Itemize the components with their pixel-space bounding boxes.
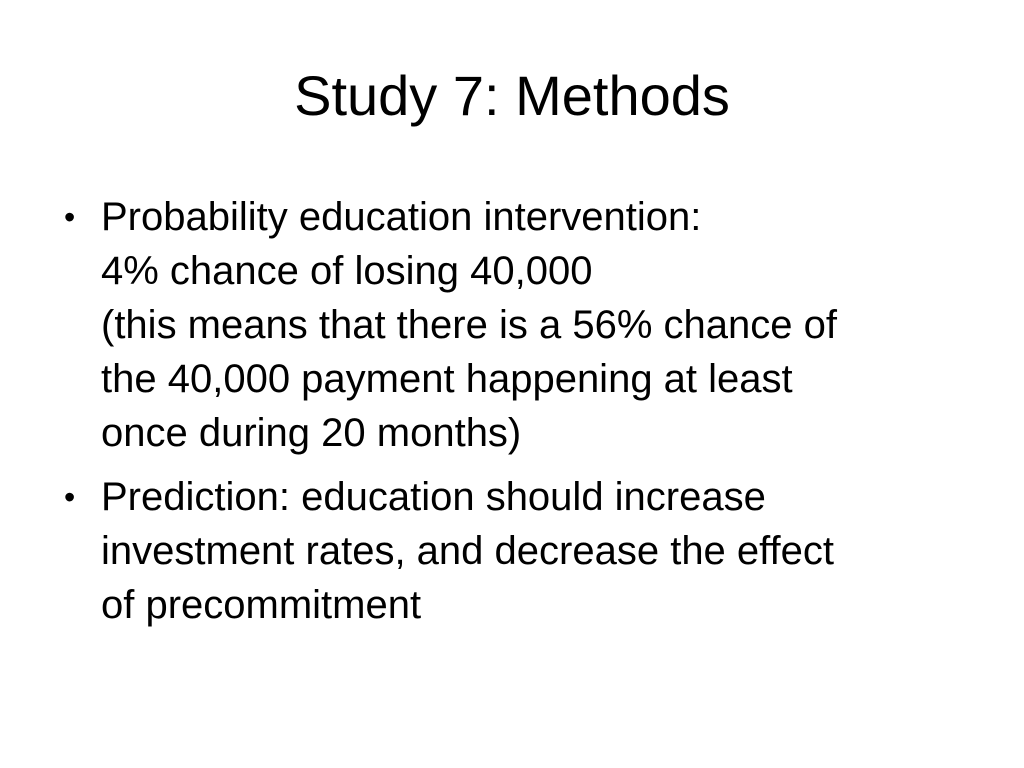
bullet-line: of precommitment bbox=[101, 583, 422, 627]
bullet-item-2 bbox=[60, 470, 960, 632]
bullet-text bbox=[101, 470, 960, 632]
bullet-line: investment rates, and decrease the effect bbox=[101, 529, 835, 573]
bullet-list bbox=[60, 190, 960, 642]
bullet-line: 4% chance of losing 40,000 bbox=[101, 249, 593, 293]
bullet-text bbox=[101, 190, 960, 460]
bullet-line: the 40,000 payment happening at least bbox=[101, 357, 793, 401]
bullet-line: Probability education intervention: bbox=[101, 195, 702, 239]
slide-title: Study 7: Methods bbox=[294, 64, 730, 127]
bullet-line: Prediction: education should increase bbox=[101, 475, 766, 519]
bullet-dot-icon: • bbox=[64, 479, 76, 515]
bullet-item-1 bbox=[60, 190, 960, 460]
bullet-line: once during 20 months) bbox=[101, 411, 522, 455]
bullet-line: (this means that there is a 56% chance of bbox=[101, 303, 837, 347]
bullet-dot-icon: • bbox=[64, 199, 76, 235]
